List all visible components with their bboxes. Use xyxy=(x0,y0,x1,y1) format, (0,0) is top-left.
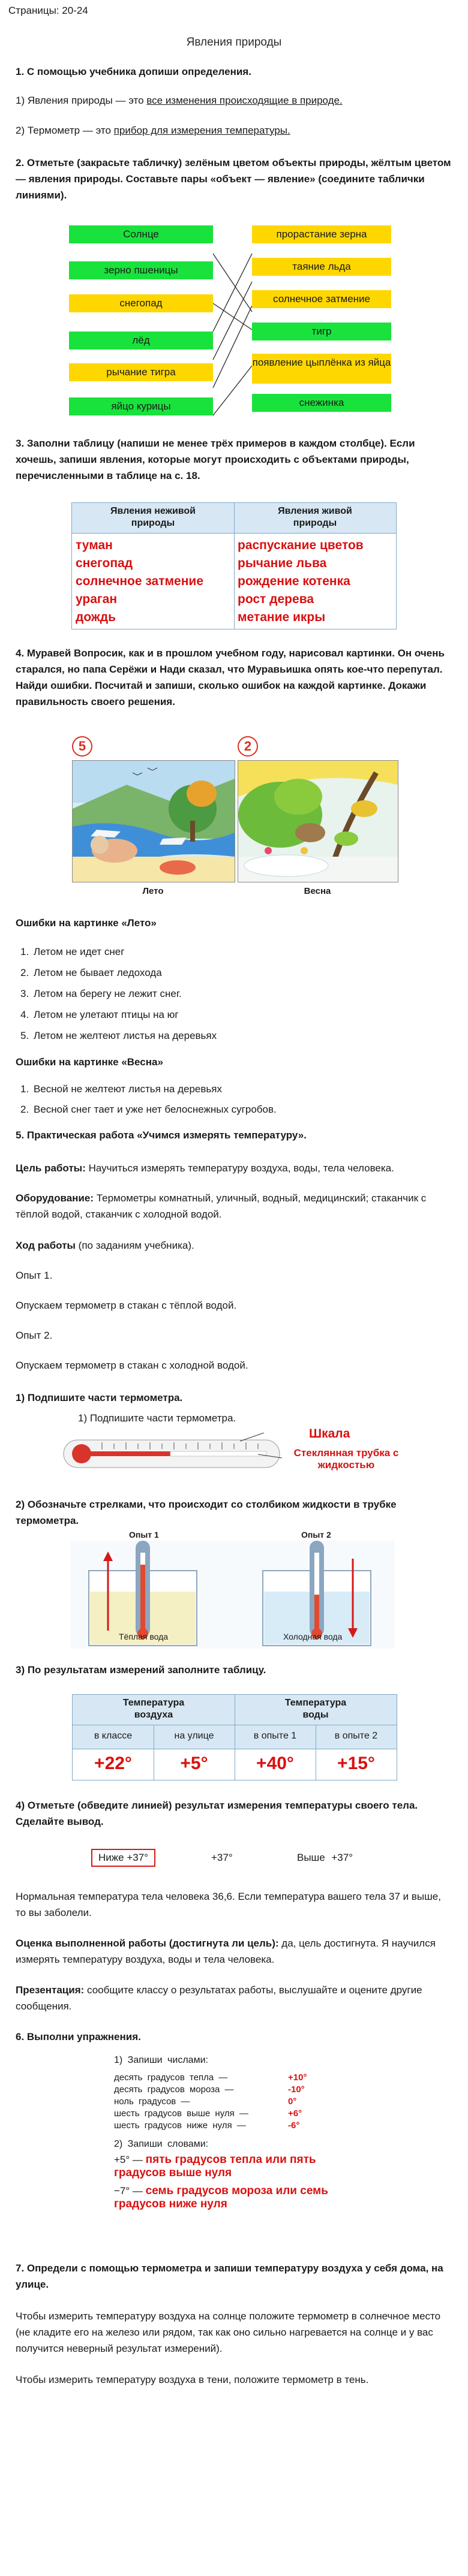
pair-lines xyxy=(0,222,468,420)
tbl-val-class: +22° xyxy=(94,1754,132,1773)
spring-caption: Весна xyxy=(304,886,331,896)
temperature-table xyxy=(72,1694,397,1780)
exercise-part1: 1) Запиши числами: xyxy=(114,2055,208,2065)
sub1-heading: 1) Подпишите части термометра. xyxy=(16,1392,183,1403)
exercise-part2: 2) Запиши словами: xyxy=(114,2139,209,2149)
numbers-row: шесть градусов выше нуля — +6° xyxy=(114,2108,302,2119)
exercise-block xyxy=(114,2055,354,2229)
living-item: рост дерева xyxy=(238,592,314,606)
summer-caption: Лето xyxy=(142,886,164,896)
spring-errors-heading: Ошибки на картинке «Весна» xyxy=(16,1056,163,1068)
spring-picture xyxy=(238,760,398,882)
exp1-text: Опускаем термометр в стакан с тёплой водой. xyxy=(16,1300,237,1311)
tbl-col-exp1: в опыте 1 xyxy=(253,1731,297,1741)
nonliving-item: ураган xyxy=(76,592,118,606)
table-header-living: Явления живой природы xyxy=(278,506,352,528)
task7-paragraph-1: Чтобы измерить температуру воздуха на солнце положите термометр в солнечное место (не кладите его на железо или рядом, так как оно сильно нагревается на солнце и у вас получится неверный результат измерений). xyxy=(16,2310,441,2354)
pair-left-2: зерно пшеницы xyxy=(69,261,213,279)
table-header-nonliving: Явления неживой природы xyxy=(110,506,196,528)
summer-errors-heading: Ошибки на картинке «Лето» xyxy=(16,917,157,929)
living-item: рождение котенка xyxy=(238,574,350,588)
cold-water-label: Холодная вода xyxy=(283,1632,343,1641)
pair-right-1: прорастание зерна xyxy=(252,225,391,243)
task5-goal: Цель работы: Научиться измерять температуру воздуха, воды, тела человека. xyxy=(16,1162,394,1174)
spring-error-item: 2. Весной снег тает и уже нет белоснежных сугробов. xyxy=(20,1104,277,1115)
normal-temperature-note: Нормальная температура тела человека 36,6. Если температура вашего тела 37 и выше, то вы заболели. xyxy=(16,1891,441,1918)
summer-picture xyxy=(72,760,235,882)
nonliving-item: снегопад xyxy=(76,556,133,570)
page-range: Страницы: 20-24 xyxy=(8,5,88,16)
tbl-col-street: на улице xyxy=(174,1731,214,1741)
spring-error-count: 2 xyxy=(238,736,258,757)
pair-right-2: таяние льда xyxy=(252,258,391,276)
pair-left-4: лёд xyxy=(69,332,213,350)
exp2-title: Опыт 2. xyxy=(16,1330,53,1341)
pair-left-5: рычание тигра xyxy=(69,363,213,381)
spring-error-item: 1. Весной не желтеют листья на деревьях xyxy=(20,1083,222,1095)
pair-right-6: снежинка xyxy=(252,394,391,412)
label-tube: Стеклянная трубка с жидкостью xyxy=(293,1447,399,1471)
task7-heading: 7. Определи с помощью термометра и запиши температуру воздуха у себя дома, на улице. xyxy=(16,2262,443,2290)
tbl-col-class: в классе xyxy=(94,1731,133,1741)
page-title: Явления природы xyxy=(186,36,282,49)
tbl-val-exp2: +15° xyxy=(337,1754,375,1773)
task1-line2-prefix: 2) Термометр — это xyxy=(16,125,114,136)
summer-error-item: 4. Летом не улетают птицы на юг xyxy=(20,1009,179,1020)
sub4-heading: 4) Отметьте (обведите линией) результат измерения температуры своего тела. Сделайте вывод. xyxy=(16,1800,418,1827)
task1-line1-prefix: 1) Явления природы — это xyxy=(16,95,147,106)
numbers-row: ноль градусов — 0° xyxy=(114,2096,297,2107)
phenomena-table xyxy=(71,502,397,629)
pair-right-4: тигр xyxy=(252,323,391,341)
label-scale: Шкала xyxy=(309,1427,350,1441)
living-item: метание икры xyxy=(238,610,326,624)
pair-left-6: яйцо курицы xyxy=(69,397,213,415)
words-answer-2: −7° — семь градусов мороза или семь градусов ниже нуля xyxy=(114,2185,328,2210)
pair-right-5: появление цыплёнка из яйца xyxy=(252,354,391,384)
summer-error-item: 2. Летом не бывает ледохода xyxy=(20,967,162,978)
task7-paragraph-2: Чтобы измерить температуру воздуха в тени, положите термометр в тень. xyxy=(16,2374,369,2385)
thermometer-figure xyxy=(60,1433,288,1475)
task1-heading: 1. С помощью учебника допиши определения. xyxy=(16,66,251,77)
summer-error-item: 3. Летом на берегу не лежит снег. xyxy=(20,988,182,999)
nonliving-item: туман xyxy=(76,538,113,552)
summer-error-item: 5. Летом не желтеют листья на деревьях xyxy=(20,1030,217,1041)
task2-heading: 2. Отметьте (закрасьте табличку) зелёным цветом объекты природы, жёлтым цветом — явления природы. Составьте пары «объект — явление» (соедините таблички линиями). xyxy=(16,157,451,201)
tbl-col-exp2: в опыте 2 xyxy=(334,1731,378,1741)
nonliving-list xyxy=(76,537,203,626)
task1-line2-answer: прибор для измерения температуры. xyxy=(113,125,290,136)
summer-error-count: 5 xyxy=(72,736,92,757)
numbers-row: десять градусов тепла — +10° xyxy=(114,2072,307,2083)
option-below-37: Ниже +37° xyxy=(91,1849,155,1867)
nonliving-item: дождь xyxy=(76,610,116,624)
spring-errors-list xyxy=(20,1079,277,1120)
exp1-title: Опыт 1. xyxy=(16,1270,53,1281)
task1-line1-answer: все изменения происходящие в природе. xyxy=(146,95,343,106)
tbl-water-header: Температура воды xyxy=(284,1698,347,1720)
nonliving-item: солнечное затмение xyxy=(76,574,203,588)
task5-equipment: Оборудование: Термометры комнатный, уличный, водный, медицинский; стаканчик с тёплой водой, стаканчик с холодной водой. xyxy=(16,1192,427,1220)
task1-line2 xyxy=(16,122,454,138)
exp2-text: Опускаем термометр в стакан с холодной водой. xyxy=(16,1360,248,1371)
option-37: +37° xyxy=(211,1852,233,1863)
task1-line1 xyxy=(16,92,454,109)
pair-left-3: снегопад xyxy=(69,294,213,312)
sub1-instruction: 1) Подпишите части термометра. xyxy=(78,1412,236,1424)
living-list xyxy=(238,537,364,626)
tbl-val-exp1: +40° xyxy=(256,1754,294,1773)
living-item: рычание льва xyxy=(238,556,327,570)
task6-heading: 6. Выполни упражнения. xyxy=(16,2031,141,2042)
assessment: Оценка выполненной работы (достигнута ли цель): да, цель достигнута. Я научился измерять температуру воздуха, воды и тела человека. xyxy=(16,1938,436,1965)
pair-left-1: Солнце xyxy=(69,225,213,243)
pair-right-3: солнечное затмение xyxy=(252,290,391,308)
experiment1-label: Опыт 1 xyxy=(129,1530,159,1539)
task4-heading: 4. Муравей Вопросик, как и в прошлом учебном году, нарисовал картинки. Он очень старался, но папа Серёжи и Нади сказал, что Муравьишка опять кое-что перепутал. Найди ошибки. Посчитай и запиши, сколько ошибок на каждой картинке. Докажи правильность своего решения. xyxy=(16,647,445,707)
numbers-row: шесть градусов ниже нуля — -6° xyxy=(114,2120,300,2131)
living-item: распускание цветов xyxy=(238,538,364,552)
task5-heading: 5. Практическая работа «Учимся измерять температуру». xyxy=(16,1129,307,1141)
presentation: Презентация: сообщите классу о результатах работы, выслушайте и оцените другие сообщения. xyxy=(16,1984,422,2012)
task3-heading: 3. Заполни таблицу (напиши не менее трёх примеров в каждом столбце). Если хочешь, запиши явления, которые могут происходить с объектами природы, перечисленными в таблице на с. 18. xyxy=(16,438,415,481)
summer-error-item: 1. Летом не идет снег xyxy=(20,946,125,957)
tbl-air-header: Температура воздуха xyxy=(122,1698,185,1720)
experiment2-label: Опыт 2 xyxy=(301,1530,331,1539)
numbers-row: десять градусов мороза — -10° xyxy=(114,2084,305,2095)
sub2-heading: 2) Обозначьте стрелками, что происходит со столбиком жидкости в трубке термометра. xyxy=(16,1499,397,1526)
tbl-val-street: +5° xyxy=(180,1754,208,1773)
sub3-heading: 3) По результатам измерений заполните таблицу. xyxy=(16,1664,266,1676)
words-answer-1: +5° — пять градусов тепла или пять градусов выше нуля xyxy=(114,2153,316,2179)
summer-errors-list xyxy=(20,941,217,1046)
task5-course: Ход работы (по заданиям учебника). xyxy=(16,1240,194,1251)
option-above-37: Выше +37° xyxy=(297,1852,353,1863)
warm-water-label: Тёплая вода xyxy=(119,1632,169,1641)
